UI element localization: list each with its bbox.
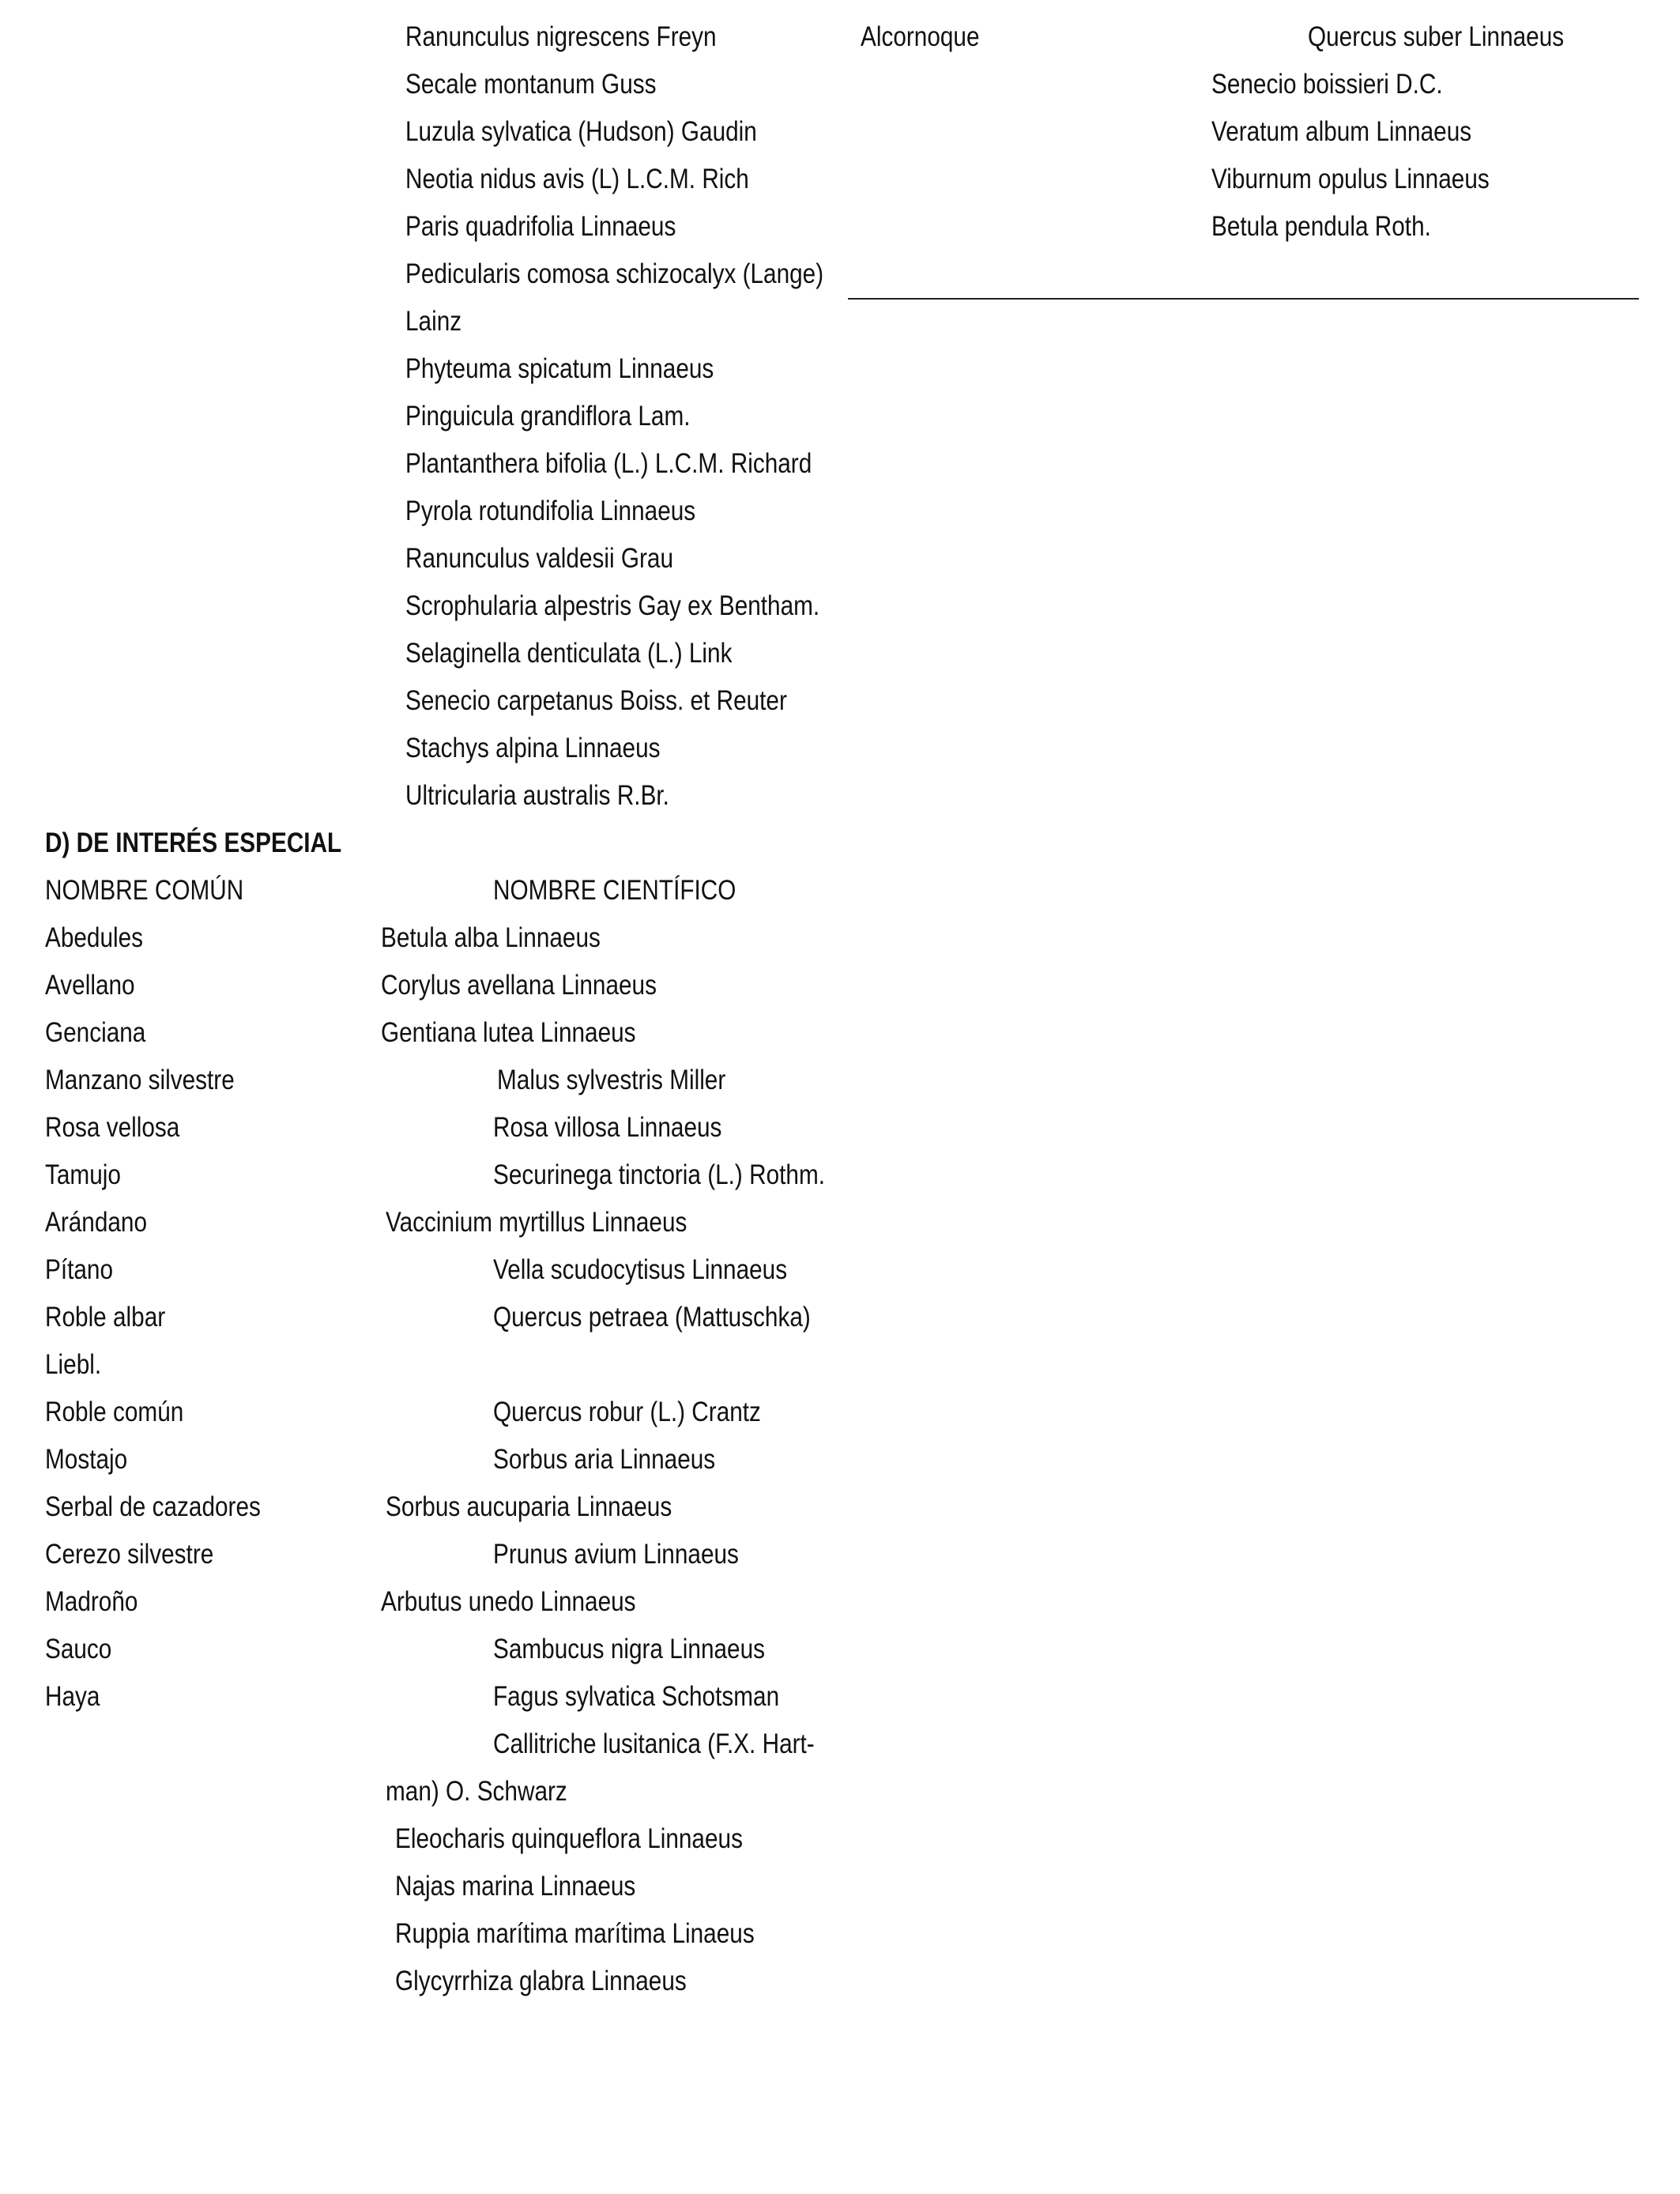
scientific-name: Vaccinium myrtillus Linnaeus (386, 1207, 687, 1238)
scientific-name: Corylus avellana Linnaeus (381, 970, 657, 1001)
common-name: Avellano (45, 970, 135, 1001)
common-name: Roble común (45, 1397, 184, 1427)
scientific-name: Najas marina Linnaeus (395, 1871, 636, 1902)
common-name: Mostajo (45, 1444, 128, 1475)
common-name: Madroño (45, 1586, 138, 1617)
common-name: Serbal de cazadores (45, 1491, 261, 1522)
list-item: Pyrola rotundifolia Linnaeus (405, 496, 696, 526)
scientific-name: Glycyrrhiza glabra Linnaeus (395, 1966, 687, 1996)
common-name: Abedules (45, 922, 144, 953)
scientific-name: Ruppia marítima marítima Linaeus (395, 1918, 755, 1949)
list-item: Ranunculus nigrescens Freyn (405, 21, 717, 52)
list-item: Viburnum opulus Linnaeus (1211, 164, 1490, 194)
common-name: Haya (45, 1681, 100, 1712)
list-item: Neotia nidus avis (L) L.C.M. Rich (405, 164, 749, 194)
scientific-name: Quercus robur (L.) Crantz (493, 1397, 761, 1427)
list-item: Ultricularia australis R.Br. (405, 780, 669, 811)
list-item: Pinguicula grandiflora Lam. (405, 401, 691, 432)
column-divider-rule (848, 298, 1639, 300)
scientific-name: Arbutus unedo Linnaeus (381, 1586, 636, 1617)
scientific-name: Sorbus aria Linnaeus (493, 1444, 716, 1475)
list-item: Senecio boissieri D.C. (1211, 69, 1443, 100)
list-item: Luzula sylvatica (Hudson) Gaudin (405, 116, 757, 147)
scientific-name: Callitriche lusitanica (F.X. Hart- (493, 1728, 815, 1759)
column-header-scientific: NOMBRE CIENTÍFICO (493, 875, 736, 906)
list-item: Pedicularis comosa schizocalyx (Lange) (405, 258, 824, 289)
list-item: Plantanthera bifolia (L.) L.C.M. Richard (405, 448, 812, 479)
scientific-name: Malus sylvestris Miller (497, 1065, 726, 1095)
common-name: Manzano silvestre (45, 1065, 235, 1095)
common-name: Pítano (45, 1254, 114, 1285)
common-name: Cerezo silvestre (45, 1539, 214, 1570)
common-name: Roble albar (45, 1302, 166, 1333)
list-item: Scrophularia alpestris Gay ex Bentham. (405, 590, 820, 621)
common-name: Alcornoque (861, 21, 980, 52)
scientific-name: Prunus avium Linnaeus (493, 1539, 739, 1570)
column-header-common: NOMBRE COMÚN (45, 875, 244, 906)
common-name: Arándano (45, 1207, 148, 1238)
section-heading: D) DE INTERÉS ESPECIAL (45, 827, 342, 858)
common-name: Genciana (45, 1017, 146, 1048)
common-name: Rosa vellosa (45, 1112, 180, 1143)
common-name: Liebl. (45, 1349, 102, 1380)
scientific-name: Betula alba Linnaeus (381, 922, 601, 953)
list-item: Lainz (405, 306, 462, 337)
list-item: Betula pendula Roth. (1211, 211, 1431, 242)
list-item: Veratum album Linnaeus (1211, 116, 1472, 147)
scientific-name: Gentiana lutea Linnaeus (381, 1017, 636, 1048)
list-item: Stachys alpina Linnaeus (405, 733, 661, 763)
common-name: Tamujo (45, 1159, 121, 1190)
scientific-name: Rosa villosa Linnaeus (493, 1112, 722, 1143)
scientific-name: Sorbus aucuparia Linnaeus (386, 1491, 672, 1522)
scientific-name: Securinega tinctoria (L.) Rothm. (493, 1159, 825, 1190)
scientific-name: man) O. Schwarz (386, 1776, 567, 1807)
scientific-name: Quercus suber Linnaeus (1308, 21, 1565, 52)
list-item: Ranunculus valdesii Grau (405, 543, 674, 574)
list-item: Secale montanum Guss (405, 69, 657, 100)
list-item: Paris quadrifolia Linnaeus (405, 211, 676, 242)
scientific-name: Quercus petraea (Mattuschka) (493, 1302, 811, 1333)
scientific-name: Fagus sylvatica Schotsman (493, 1681, 780, 1712)
scientific-name: Eleocharis quinqueflora Linnaeus (395, 1823, 743, 1854)
common-name: Sauco (45, 1634, 112, 1664)
list-item: Selaginella denticulata (L.) Link (405, 638, 733, 669)
list-item: Phyteuma spicatum Linnaeus (405, 353, 714, 384)
list-item: Senecio carpetanus Boiss. et Reuter (405, 685, 787, 716)
scientific-name: Sambucus nigra Linnaeus (493, 1634, 766, 1664)
scientific-name: Vella scudocytisus Linnaeus (493, 1254, 788, 1285)
